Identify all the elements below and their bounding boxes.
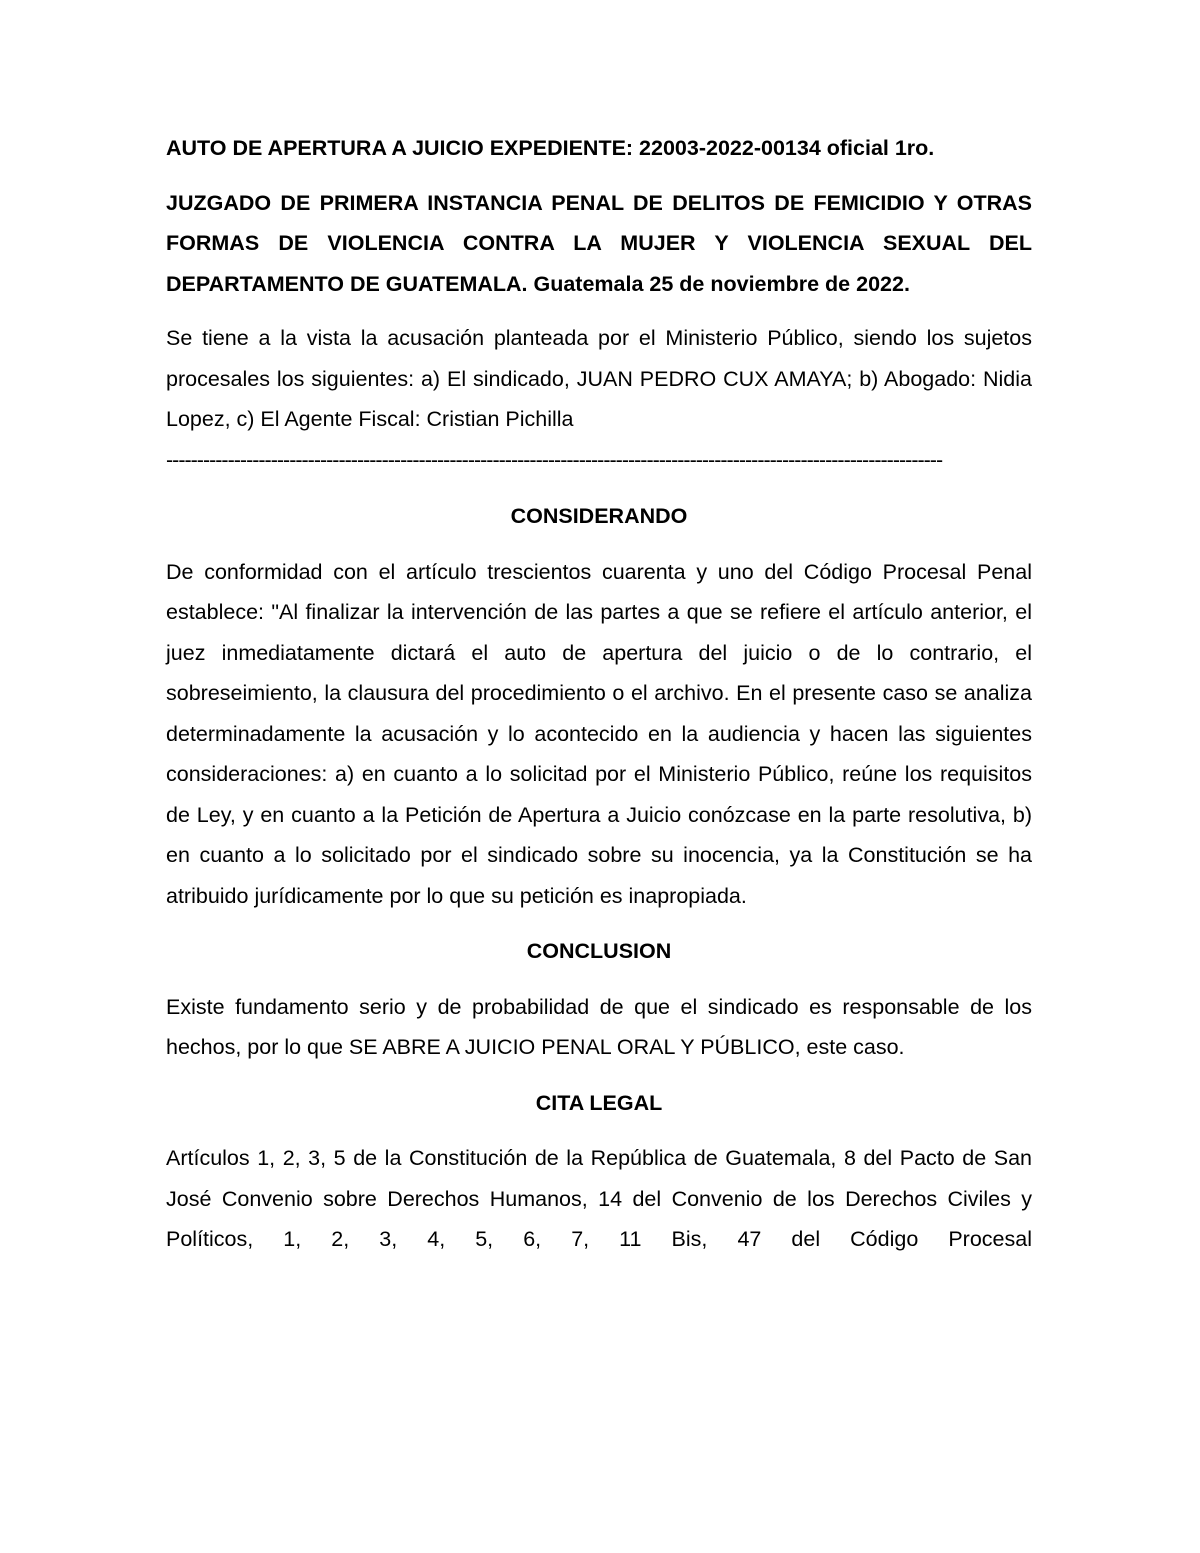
document-page bbox=[166, 128, 1032, 1260]
considerando-heading: CONSIDERANDO bbox=[510, 504, 688, 528]
cita-legal-body: Artículos 1, 2, 3, 5 de la Constitución de la República de Guatemala, 8 del Pacto de San José Convenio sobre Derechos Humanos, 14 del Convenio de los Derechos Civiles y Políticos, 1, 2, 3, 4, 5, 6, 7, 11 Bis, 47 del Código Procesal bbox=[166, 1146, 1032, 1251]
dash-line: ------------------------------------------------------------------------------------------------------------------------------ bbox=[166, 447, 943, 472]
court-header: JUZGADO DE PRIMERA INSTANCIA PENAL DE DELITOS DE FEMICIDIO Y OTRAS FORMAS DE VIOLENCIA CONTRA LA MUJER Y VIOLENCIA SEXUAL DEL DEPARTAMENTO DE GUATEMALA. Guatemala 25 de noviembre de 2022. bbox=[166, 190, 1032, 296]
cita-legal-heading: CITA LEGAL bbox=[535, 1090, 663, 1115]
title-line: AUTO DE APERTURA A JUICIO EXPEDIENTE: 22003-2022-00134 oficial 1ro. bbox=[166, 136, 935, 160]
considerando-body: De conformidad con el artículo trescientos cuarenta y uno del Código Procesal Penal establece: "Al finalizar la intervención de las partes a que se refiere el artículo anterior, el juez inmediatamente dictará el auto de apertura del juicio o de lo contrario, el sobreseimiento, la clausura del procedimiento o el archivo. En el presente caso se analiza determinadamente la acusación y lo acontecido en la audiencia y hacen las siguientes consideraciones: a) en cuanto a lo solicitad por el Ministerio Público, reúne los requisitos de Ley, y en cuanto a la Petición de Apertura a Juicio conózcase en la parte resolutiva, b) en cuanto a lo solicitado por el sindicado sobre su inocencia, ya la Constitución se ha atribuido jurídicamente por lo que su petición es inapropiada. bbox=[166, 559, 1032, 908]
conclusion-body: Existe fundamento serio y de probabilidad de que el sindicado es responsable de los hechos, por lo que SE ABRE A JUICIO PENAL ORAL Y PÚBLICO, este caso. bbox=[166, 994, 1032, 1059]
conclusion-heading: CONCLUSION bbox=[526, 939, 672, 963]
intro-text: Se tiene a la vista la acusación planteada por el Ministerio Público, siendo los sujetos procesales los siguientes: a) El sindicado, JUAN PEDRO CUX AMAYA; b) Abogado: Nidia Lopez, c) El Agente Fiscal: Cristian Pichilla bbox=[166, 326, 1032, 431]
intro-paragraph bbox=[166, 318, 1032, 480]
